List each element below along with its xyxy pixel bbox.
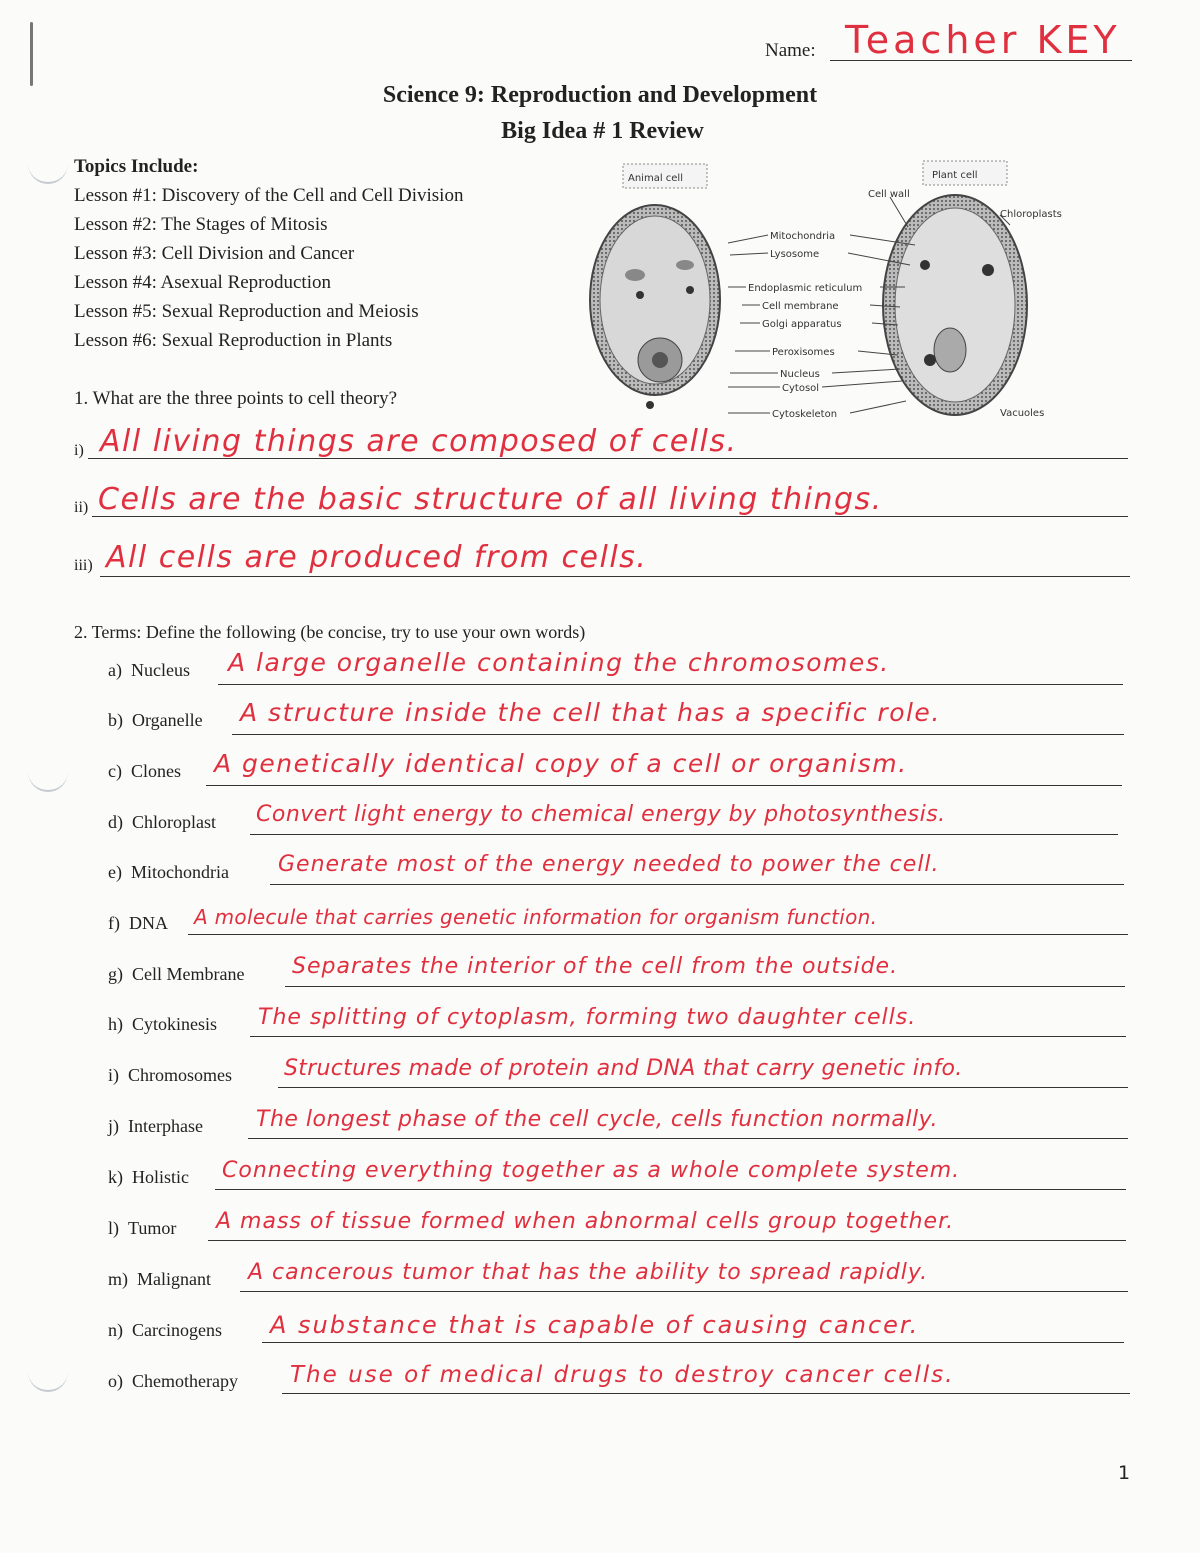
term-label: o) Chemotherapy bbox=[108, 1371, 238, 1391]
lesson-item: Lesson #6: Sexual Reproduction in Plants bbox=[74, 330, 393, 351]
answer-line bbox=[250, 1036, 1126, 1037]
term-answer: A genetically identical copy of a cell or organism. bbox=[214, 749, 908, 778]
term-label: l) Tumor bbox=[108, 1218, 177, 1238]
term-label: b) Organelle bbox=[108, 710, 203, 730]
cell-theory-answer: Cells are the basic structure of all living things. bbox=[98, 482, 883, 517]
cell-theory-answer: All cells are produced from cells. bbox=[106, 540, 648, 575]
term-answer: A cancerous tumor that has the ability to spread rapidly. bbox=[248, 1260, 929, 1285]
term-label: k) Holistic bbox=[108, 1167, 189, 1187]
page-title: Science 9: Reproduction and Development bbox=[382, 82, 818, 108]
term-answer: Convert light energy to chemical energy by photosynthesis. bbox=[256, 802, 946, 827]
term-answer: A substance that is capable of causing cancer. bbox=[270, 1311, 920, 1339]
answer-line bbox=[208, 1240, 1126, 1241]
term-answer: Structures made of protein and DNA that carry genetic info. bbox=[284, 1056, 963, 1081]
answer-line bbox=[250, 834, 1118, 835]
cell-diagram bbox=[580, 155, 1080, 435]
page-subtitle: Big Idea # 1 Review bbox=[501, 118, 704, 144]
plant-nucleus bbox=[934, 328, 966, 372]
name-underline bbox=[830, 60, 1132, 61]
answer-numeral: iii) bbox=[74, 557, 93, 574]
answer-line bbox=[285, 986, 1125, 987]
term-answer: A molecule that carries genetic information for organism function. bbox=[194, 905, 878, 929]
golgi-label: Golgi apparatus bbox=[762, 319, 842, 330]
answer-numeral: i) bbox=[74, 442, 84, 459]
answer-line bbox=[270, 884, 1124, 885]
term-label: f) DNA bbox=[108, 913, 168, 933]
vacuoles-label: Vacuoles bbox=[1000, 408, 1045, 419]
plant-organelle bbox=[924, 354, 936, 366]
punch-hole-mark bbox=[28, 160, 68, 184]
term-label: g) Cell Membrane bbox=[108, 964, 245, 984]
answer-line bbox=[100, 576, 1130, 577]
animal-mitochondrion bbox=[625, 269, 645, 281]
cell-wall-label: Cell wall bbox=[868, 189, 910, 200]
animal-nucleolus bbox=[652, 352, 668, 368]
term-answer: Connecting everything together as a whole complete system. bbox=[222, 1158, 961, 1183]
mitochondria-label: Mitochondria bbox=[770, 231, 836, 242]
term-label: i) Chromosomes bbox=[108, 1065, 233, 1085]
answer-line bbox=[88, 458, 1128, 459]
animal-organelle bbox=[686, 286, 694, 294]
term-label: n) Carcinogens bbox=[108, 1320, 222, 1340]
term-answer: Generate most of the energy needed to power the cell. bbox=[278, 852, 940, 877]
binder-mark bbox=[30, 22, 33, 86]
term-answer: The use of medical drugs to destroy cancer cells. bbox=[290, 1362, 955, 1388]
lesson-item: Lesson #1: Discovery of the Cell and Cell Division bbox=[74, 185, 464, 206]
answer-line bbox=[215, 1189, 1126, 1190]
plant-cell-interior bbox=[895, 208, 1015, 402]
punch-hole-mark bbox=[28, 768, 68, 792]
answer-line bbox=[248, 1138, 1128, 1139]
lesson-item: Lesson #4: Asexual Reproduction bbox=[74, 272, 331, 293]
punch-hole-mark bbox=[28, 1368, 68, 1392]
lesson-item: Lesson #5: Sexual Reproduction and Meiosis bbox=[74, 301, 419, 322]
question-1: 1. What are the three points to cell theory? bbox=[74, 388, 398, 409]
term-label: e) Mitochondria bbox=[108, 862, 229, 882]
term-answer: A structure inside the cell that has a specific role. bbox=[240, 698, 941, 727]
term-label: c) Clones bbox=[108, 761, 181, 781]
term-answer: A large organelle containing the chromosomes. bbox=[228, 648, 890, 677]
term-label: j) Interphase bbox=[108, 1116, 203, 1136]
animal-organelle bbox=[646, 401, 654, 409]
answer-line bbox=[282, 1393, 1130, 1394]
answer-line bbox=[278, 1087, 1128, 1088]
animal-cell-label: Animal cell bbox=[628, 173, 683, 184]
cytosol-label: Cytosol bbox=[782, 383, 820, 394]
name-label: Name: bbox=[765, 40, 816, 61]
name-value: Teacher KEY bbox=[845, 18, 1121, 62]
cell-membrane-label: Cell membrane bbox=[762, 301, 839, 312]
question-2: 2. Terms: Define the following (be concise, try to use your own words) bbox=[74, 622, 586, 642]
plant-chloroplast bbox=[982, 264, 994, 276]
term-label: m) Malignant bbox=[108, 1269, 211, 1289]
lysosome-label: Lysosome bbox=[770, 249, 820, 260]
topics-heading: Topics Include: bbox=[74, 156, 199, 177]
answer-line bbox=[262, 1342, 1124, 1343]
plant-cell-label: Plant cell bbox=[932, 170, 978, 181]
term-answer: A mass of tissue formed when abnormal cells group together. bbox=[216, 1209, 955, 1234]
nucleus-label: Nucleus bbox=[780, 369, 820, 380]
term-answer: Separates the interior of the cell from the outside. bbox=[292, 954, 899, 979]
answer-numeral: ii) bbox=[74, 499, 89, 516]
term-label: a) Nucleus bbox=[108, 660, 190, 680]
answer-line bbox=[232, 734, 1124, 735]
answer-line bbox=[218, 684, 1123, 685]
animal-mitochondrion bbox=[676, 260, 694, 270]
peroxisomes-label: Peroxisomes bbox=[772, 347, 835, 358]
animal-organelle bbox=[636, 291, 644, 299]
cytoskeleton-label: Cytoskeleton bbox=[772, 409, 838, 420]
chloroplasts-label: Chloroplasts bbox=[1000, 209, 1062, 220]
lesson-item: Lesson #2: The Stages of Mitosis bbox=[74, 214, 328, 235]
answer-line bbox=[188, 934, 1128, 935]
plant-chloroplast bbox=[920, 260, 930, 270]
term-answer: The longest phase of the cell cycle, cells function normally. bbox=[256, 1107, 938, 1132]
answer-line bbox=[240, 1291, 1128, 1292]
er-label: Endoplasmic reticulum bbox=[748, 283, 863, 294]
term-label: h) Cytokinesis bbox=[108, 1014, 218, 1034]
term-label: d) Chloroplast bbox=[108, 812, 216, 832]
lesson-item: Lesson #3: Cell Division and Cancer bbox=[74, 243, 355, 264]
cell-theory-answer: All living things are composed of cells. bbox=[100, 424, 738, 459]
term-answer: The splitting of cytoplasm, forming two daughter cells. bbox=[258, 1005, 917, 1030]
page-number: 1 bbox=[1118, 1462, 1131, 1484]
answer-line bbox=[92, 516, 1128, 517]
answer-line bbox=[206, 785, 1122, 786]
